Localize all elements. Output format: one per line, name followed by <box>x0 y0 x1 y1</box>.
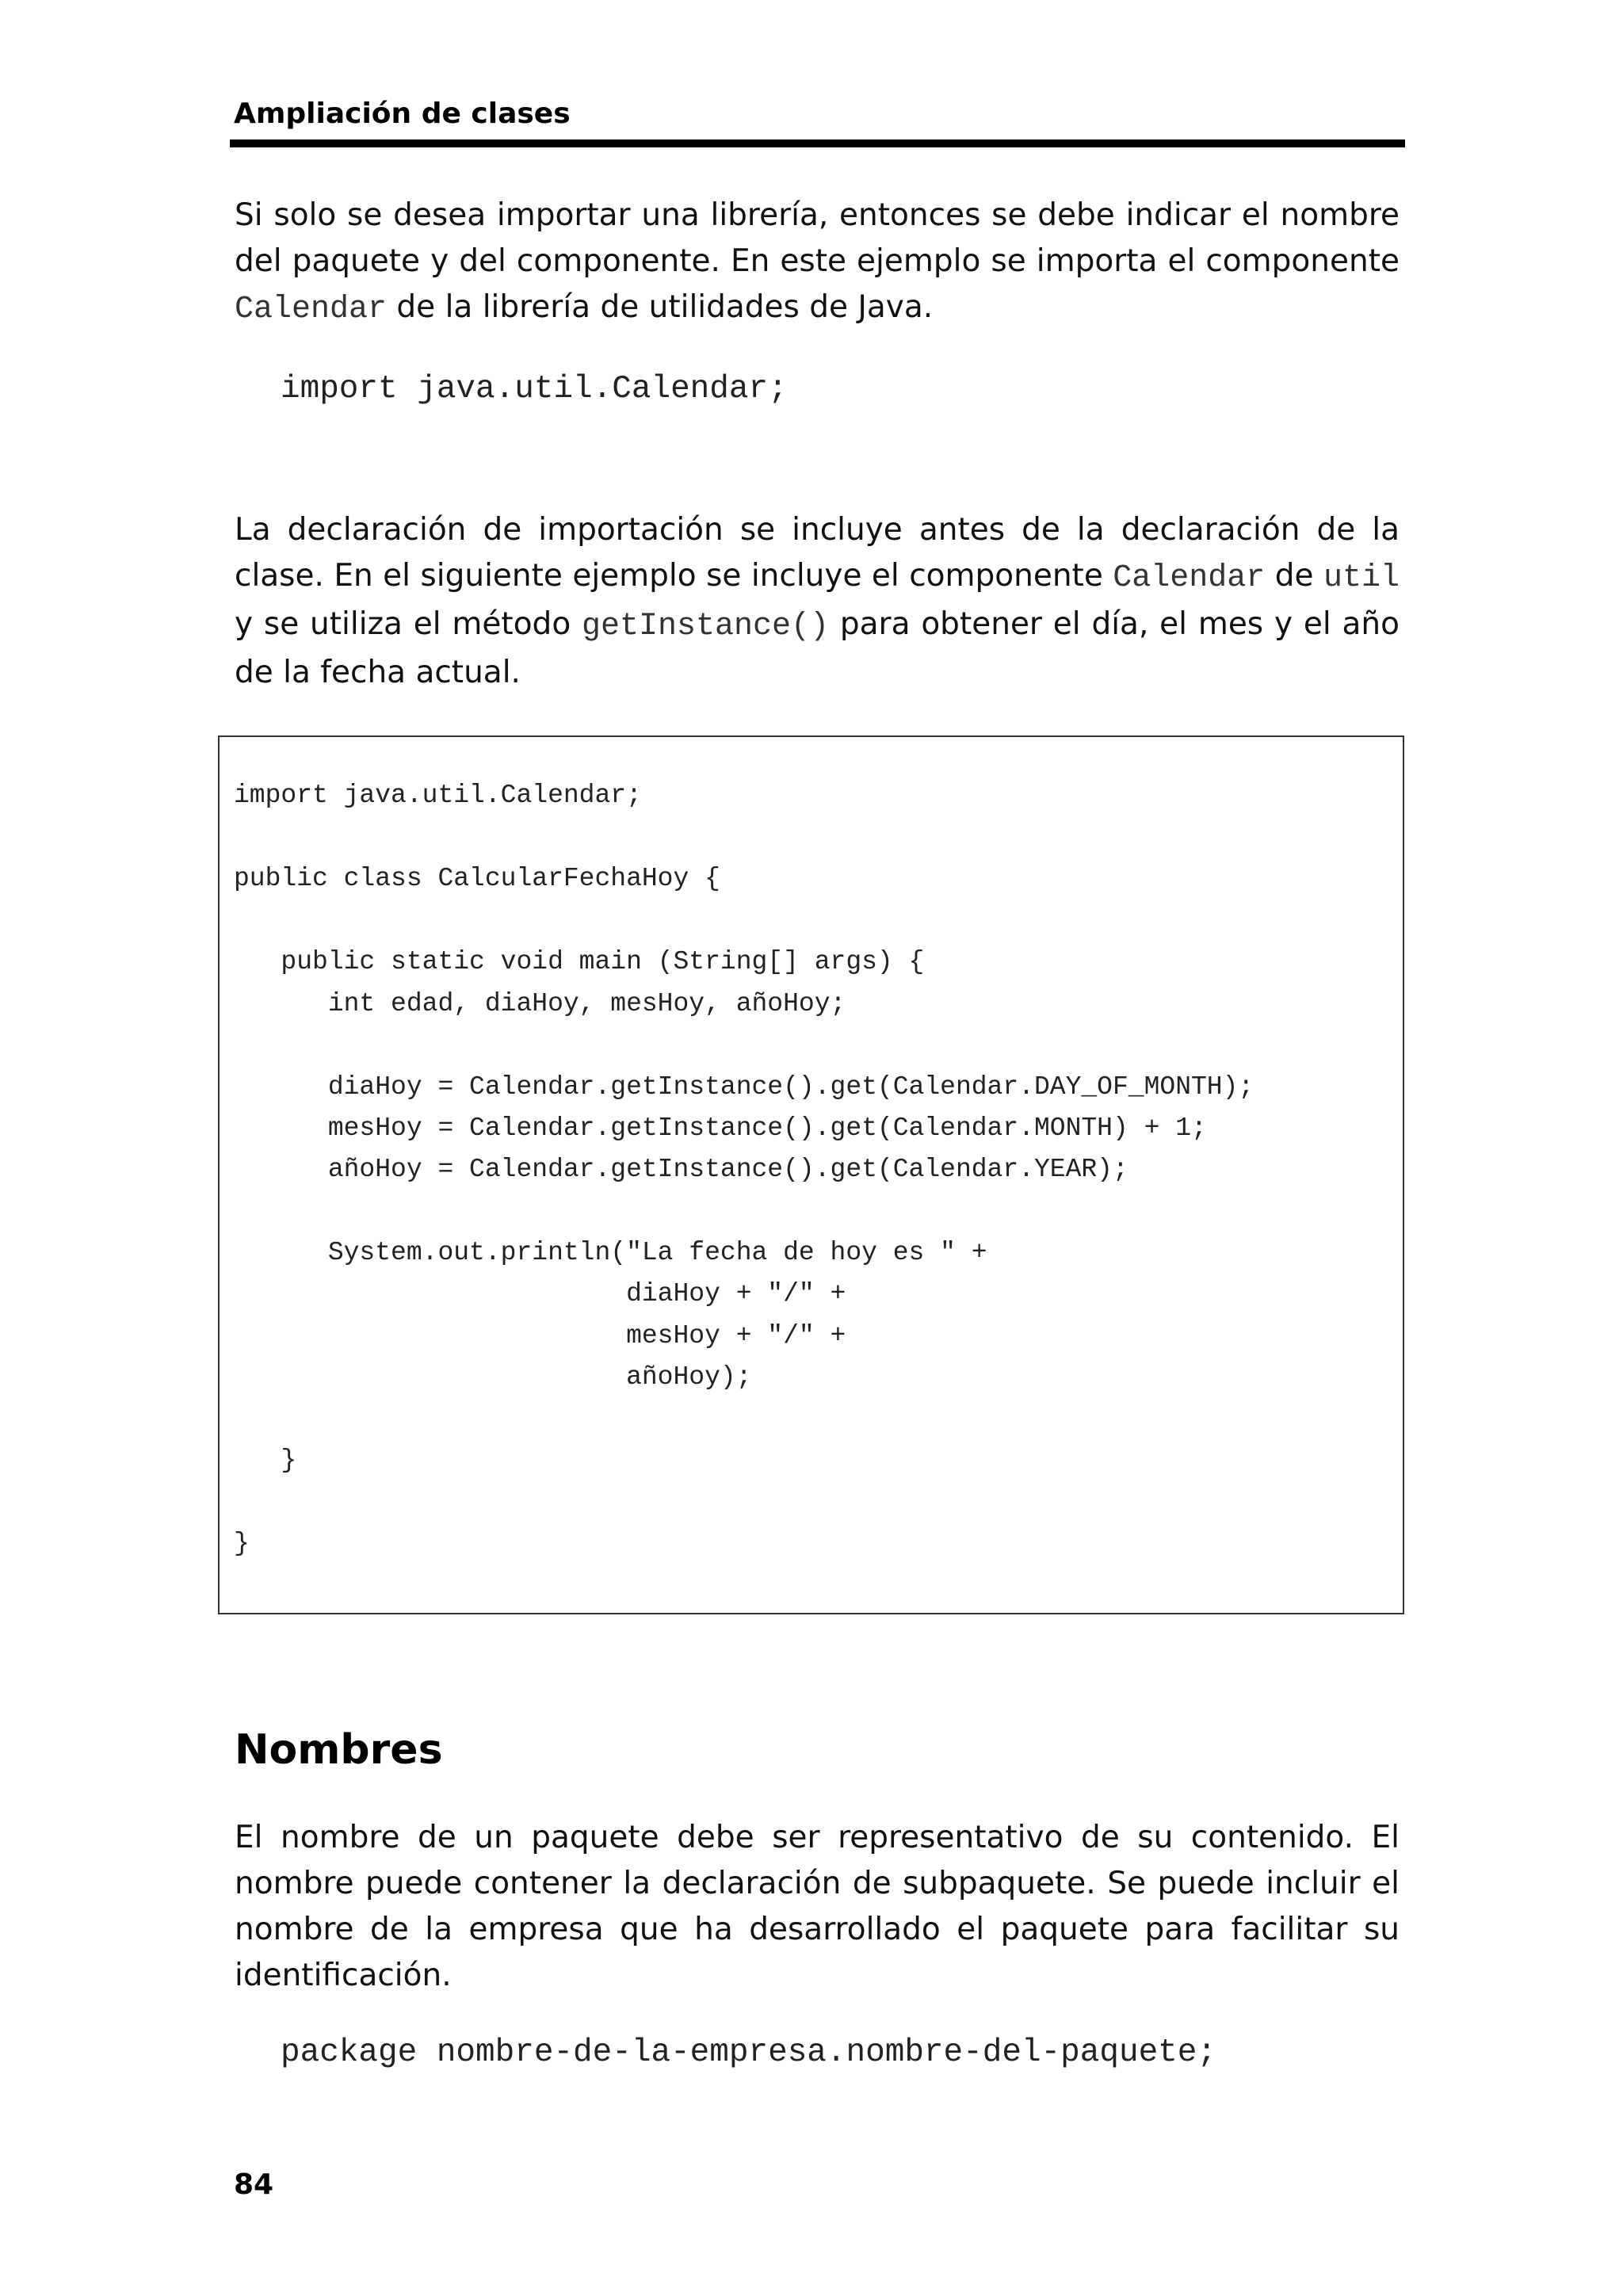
explanation-text-b: de <box>1265 558 1323 594</box>
code-line: public static void main (String[] args) { <box>234 947 925 976</box>
intro-text-a: Si solo se desea importar una librería, entonces se debe indicar el nombre del paquete y del componente. En este ejemplo se importa el componente <box>235 197 1400 279</box>
header-rule <box>230 139 1405 147</box>
intro-paragraph <box>235 193 1400 333</box>
code-line: diaHoy + "/" + <box>234 1279 846 1308</box>
section-heading-nombres: Nombres <box>235 1726 443 1774</box>
code-line: public class CalcularFechaHoy { <box>234 864 720 893</box>
code-line: diaHoy = Calendar.getInstance().get(Calendar.DAY_OF_MONTH); <box>234 1072 1254 1102</box>
code-line: int edad, diaHoy, mesHoy, añoHoy; <box>234 989 846 1018</box>
code-line: mesHoy + "/" + <box>234 1321 846 1350</box>
code-line: System.out.println("La fecha de hoy es " + <box>234 1238 987 1267</box>
code-line: import java.util.Calendar; <box>234 781 642 810</box>
code-line: } <box>234 1446 297 1475</box>
code-line: añoHoy = Calendar.getInstance().get(Calendar.YEAR); <box>234 1155 1128 1184</box>
page-number: 84 <box>234 2168 274 2201</box>
inline-code-calendar: Calendar <box>235 292 388 327</box>
running-header-title: Ampliación de clases <box>234 97 571 130</box>
import-statement: import java.util.Calendar; <box>281 371 788 407</box>
code-line: } <box>234 1529 250 1558</box>
explanation-text-a: La declaración de importación se incluye antes de la declaración de la clase. En el siguiente ejemplo se incluye el componente <box>235 512 1400 594</box>
inline-code-getinstance: getInstance() <box>582 609 830 644</box>
inline-code-util: util <box>1323 560 1400 596</box>
intro-text-b: de la librería de utilidades de Java. <box>387 289 934 325</box>
code-line: añoHoy); <box>234 1362 752 1392</box>
inline-code-calendar-2: Calendar <box>1113 560 1266 596</box>
explanation-text-d: para obtener el día, el mes y el año de la fecha actual. <box>235 606 1400 690</box>
explanation-text-c: y se utiliza el método <box>235 606 582 642</box>
import-explanation-paragraph <box>235 507 1400 696</box>
code-line: mesHoy = Calendar.getInstance().get(Calendar.MONTH) + 1; <box>234 1114 1207 1143</box>
package-statement: package nombre-de-la-empresa.nombre-del-paquete; <box>281 2034 1216 2071</box>
nombres-paragraph: El nombre de un paquete debe ser representativo de su contenido. El nombre puede contener la declaración de subpaquete. Se puede incluir el nombre de la empresa que ha desarrollado el paquete para facilitar su identificación. <box>235 1820 1400 1993</box>
